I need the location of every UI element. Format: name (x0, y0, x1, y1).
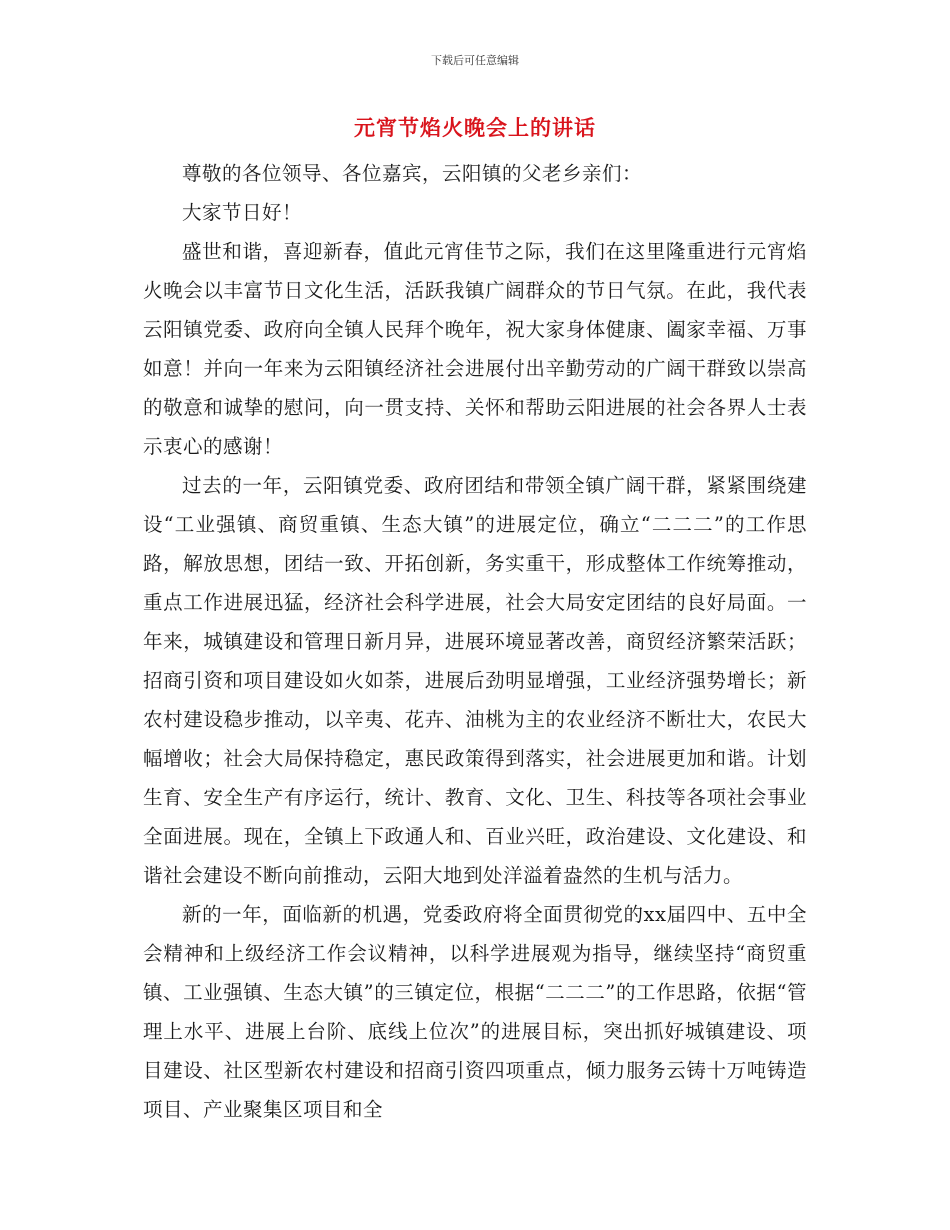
page-header-note: 下载后可任意编辑 (431, 54, 519, 67)
body-paragraph: 过去的一年，云阳镇党委、政府团结和带领全镇广阔干群，紧紧围绕建设“工业强镇、商贸重镇、生态大镇”的进展定位，确立“二二二”的工作思路，解放思想，团结一致、开拓创新，务实重干，形成整体工作统筹推动，重点工作进展迅猛，经济社会科学进展，社会大局安定团结的良好局面。一年来，城镇建设和管理日新月异，进展环境显著改善，商贸经济繁荣活跃；招商引资和项目建设如火如荼，进展后劲明显增强，工业经济强势增长；新农村建设稳步推动，以辛夷、花卉、油桃为主的农业经济不断壮大，农民大幅增收；社会大局保持稳定，惠民政策得到落实，社会进展更加和谐。计划生育、安全生产有序运行，统计、教育、文化、卫生、科技等各项社会事业全面进展。现在，全镇上下政通人和、百业兴旺，政治建设、文化建设、和谐社会建设不断向前推动，云阳大地到处洋溢着盎然的生机与活力。 (143, 474, 807, 887)
greeting-paragraph: 大家节日好！ (182, 201, 303, 224)
body-paragraph: 盛世和谐，喜迎新春，值此元宵佳节之际，我们在这里隆重进行元宵焰火晚会以丰富节日文化生活，活跃我镇广阔群众的节日气氛。在此，我代表云阳镇党委、政府向全镇人民拜个晚年，祝大家身体健康、阖家幸福、万事如意！并向一年来为云阳镇经济社会进展付出辛勤劳动的广阔干群致以崇高的敬意和诚挚的慰问，向一贯支持、关怀和帮助云阳进展的社会各界人士表示衷心的感谢！ (143, 240, 807, 458)
document-body (143, 154, 807, 1129)
salutation-paragraph: 尊敬的各位领导、各位嘉宾，云阳镇的父老乡亲们： (182, 162, 643, 185)
document-title: 元宵节焰火晚会上的讲话 (354, 115, 596, 140)
body-paragraph: 新的一年，面临新的机遇，党委政府将全面贯彻党的xx届四中、五中全会精神和上级经济工作会议精神，以科学进展观为指导，继续坚持“商贸重镇、工业强镇、生态大镇”的三镇定位，根据“二二二”的工作思路，依据“管理上水平、进展上台阶、底线上位次”的进展目标，突出抓好城镇建设、项目建设、社区型新农村建设和招商引资四项重点，倾力服务云铸十万吨铸造项目、产业聚集区项目和全 (143, 903, 807, 1121)
